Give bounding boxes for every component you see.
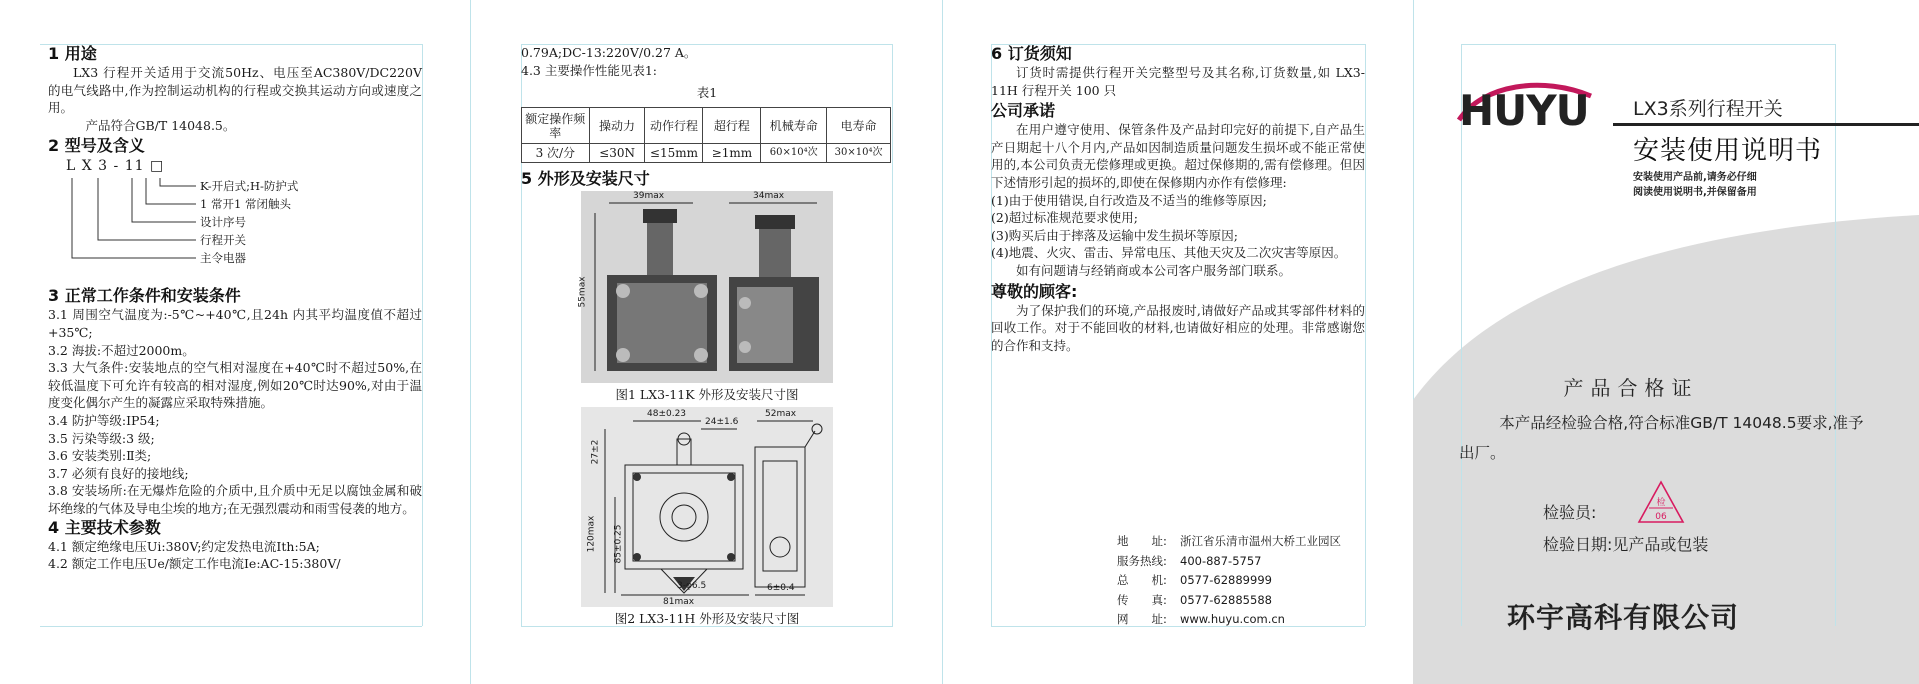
- brand-logo: HUYU: [1459, 86, 1589, 135]
- spec-table: [521, 107, 891, 163]
- product-series: LX3系列行程开关: [1633, 98, 1783, 120]
- paragraph: 产品符合GB/T 14048.5。: [85, 117, 236, 133]
- param-item: 4.2 额定工作电压Ue/额定工作电流Ie:AC-15:380V/: [48, 556, 341, 572]
- dimension-label: 34max: [753, 191, 785, 202]
- section-title: 3 正常工作条件和安装条件: [48, 286, 241, 306]
- section-title: 尊敬的顾客:: [991, 281, 1078, 301]
- read-notice: [1633, 170, 1757, 200]
- drawing-lx3-11h: [581, 407, 833, 607]
- inspector-label: 检验员:: [1543, 503, 1597, 522]
- section-title: 6 订货须知: [991, 44, 1072, 63]
- condition-item: 3.2 海拔:不超过2000m。: [48, 342, 195, 358]
- read-notice-line: 安装使用产品前,请务必仔细: [1633, 172, 1757, 183]
- guide-line: [422, 44, 423, 626]
- paragraph: 如有问题请与经销商或本公司客户服务部门联系。: [1016, 262, 1292, 278]
- figure-caption: 图2 LX3-11H 外形及安装尺寸图: [614, 611, 800, 627]
- stamp-mark: 检: [1656, 498, 1666, 508]
- model-label: 设计序号: [200, 215, 246, 230]
- section-title: 公司承诺: [991, 101, 1056, 121]
- dimension-label: 6±0.4: [767, 583, 795, 594]
- paragraph: 为了保护我们的环境,产品报废时,请做好产品或其零部件材料的回收工作。对于不能回收的材料,也请做好相应的处理。非常感谢您的合作和支持。: [991, 302, 1365, 353]
- read-notice-line: 阅读使用说明书,并保留备用: [1633, 187, 1757, 198]
- condition-item: 3.4 防护等级:IP54;: [48, 412, 160, 428]
- model-label: 行程开关: [200, 233, 246, 248]
- panel-specs: [521, 44, 893, 627]
- paragraph: 4.3 主要操作性能见表1:: [521, 62, 658, 78]
- table-header: 动作行程: [645, 108, 703, 144]
- panel-ordering: [991, 44, 1365, 354]
- contact-key: 服务热线:: [1117, 553, 1167, 568]
- table-cell: ≤15mm: [645, 144, 703, 163]
- company-name: 环宇高科有限公司: [1507, 601, 1740, 634]
- condition-item: 3.3 大气条件:安装地点的空气相对湿度在+40℃时不超过50%,在较低温度下可允许有较高的相对湿度,例如20℃时达90%,对由于温度变化偶尔产生的凝露应采取特殊措施。: [48, 360, 422, 411]
- contact-key: 地 址:: [1117, 534, 1167, 548]
- dimension-label: 120max: [586, 515, 597, 553]
- fold-line: [942, 0, 943, 684]
- paragraph: LX3 行程开关适用于交流50Hz、电压至AC380V/DC220V 的电气线路中,作为控制运动机构的行程或交换其运动方向或速度之用。: [48, 65, 422, 116]
- dimension-label: 39max: [633, 191, 665, 202]
- drawing-lx3-11k-lines: [581, 191, 833, 383]
- drawing-lx3-11h-lines: [581, 407, 833, 607]
- table-cell: ≥1mm: [703, 144, 761, 163]
- guide-line: [40, 626, 422, 627]
- panel-usage: [48, 44, 422, 573]
- dimension-label: 48±0.23: [647, 409, 687, 420]
- contact-value: 400-887-5757: [1180, 553, 1262, 568]
- section-title: 2 型号及含义: [48, 136, 145, 156]
- paragraph: 0.79A;DC-13:220V/0.27 A。: [521, 45, 697, 60]
- model-diagram: [48, 156, 422, 286]
- dimension-label: 24±1.6: [705, 417, 739, 428]
- param-item: 4.1 额定绝缘电压Ui:380V;约定发热电流Ith:5A;: [48, 538, 320, 554]
- dimension-label: 3-φ6.5: [677, 581, 707, 592]
- contact-row: [1117, 532, 1341, 552]
- table-cell: 30×10⁴次: [827, 144, 891, 163]
- dimension-label: 85±0.25: [613, 524, 624, 564]
- contact-key: 总 机:: [1117, 573, 1167, 587]
- promise-item: (3)购买后由于摔落及运输中发生损坏等原因;: [991, 227, 1238, 243]
- dimension-label: 81max: [663, 597, 695, 608]
- table-header: 额定操作频率: [522, 108, 590, 144]
- fold-line: [470, 0, 471, 684]
- panel-cover: [1413, 0, 1919, 684]
- section-title: 1 用途: [48, 44, 97, 63]
- table-header: 电寿命: [827, 108, 891, 144]
- table-header: 超行程: [703, 108, 761, 144]
- inspection-stamp: [1637, 480, 1685, 524]
- contact-value: 0577-62885588: [1180, 592, 1272, 607]
- manual-title: 安装使用说明书: [1633, 136, 1823, 166]
- contact-key: 网 址:: [1117, 612, 1167, 626]
- contact-value: www.huyu.com.cn: [1180, 612, 1285, 626]
- condition-item: 3.8 安装场所:在无爆炸危险的介质中,且介质中无足以腐蚀金属和破坏绝缘的气体及导电尘埃的地方;在无强烈震动和雨雪侵袭的地方。: [48, 483, 422, 516]
- condition-item: 3.1 周围空气温度为:-5℃~+40℃,且24h 内其平均温度值不超过+35℃;: [48, 307, 422, 340]
- section-title: 4 主要技术参数: [48, 517, 161, 537]
- stamp-number: 06: [1655, 512, 1667, 522]
- model-label: K-开启式;H-防护式: [200, 179, 299, 194]
- promise-item: (2)超过标准规范要求使用;: [991, 210, 1138, 226]
- condition-item: 3.5 污染等级:3 级;: [48, 430, 155, 446]
- promise-item: (1)由于使用错误,自行改造及不适当的维修等原因;: [991, 192, 1267, 208]
- paragraph: 在用户遵守使用、保管条件及产品封印完好的前提下,自产品生产日期起十八个月内,产品如因制造质量问题发生损坏或不能正常使用的,本公司负责无偿修理或更换。超过保修期的,需有偿修理。但因下述情形引起的损坏的,即使在保修期内亦作有偿修理:: [991, 122, 1365, 190]
- model-code: L X 3 - 11 □: [66, 158, 165, 175]
- section-title: 5 外形及安装尺寸: [521, 169, 650, 189]
- certificate-text: 本产品经检验合格,符合标准GB/T 14048.5要求,准予出厂。: [1459, 414, 1864, 462]
- model-label: 1 常开1 常闭触头: [200, 197, 291, 212]
- inspection-date: 检验日期:见产品或包装: [1543, 535, 1709, 554]
- table-header: 操动力: [589, 108, 645, 144]
- contact-value: 浙江省乐清市温州大桥工业园区: [1180, 534, 1341, 548]
- dimension-label: 27±2: [590, 439, 601, 465]
- contact-value: 0577-62889999: [1180, 573, 1272, 587]
- table-cell: 60×10⁴次: [761, 144, 827, 163]
- model-label: 主令电器: [200, 251, 246, 266]
- contact-info: [1117, 532, 1341, 630]
- drawing-lx3-11k: [577, 191, 833, 383]
- contact-row: [1117, 591, 1341, 611]
- dimension-label: 52max: [765, 409, 797, 420]
- dimension-label: 55max: [577, 276, 588, 308]
- condition-item: 3.6 安装类别:Ⅱ类;: [48, 448, 152, 464]
- table-cell: 3 次/分: [522, 144, 590, 163]
- contact-row: [1117, 610, 1341, 630]
- contact-key: 传 真:: [1117, 592, 1167, 607]
- promise-item: (4)地震、火灾、雷击、异常电压、其他天灾及二次灾害等原因。: [991, 245, 1347, 261]
- certificate-title: 产品合格证: [1563, 376, 1699, 400]
- condition-item: 3.7 必须有良好的接地线;: [48, 465, 189, 481]
- contact-row: [1117, 571, 1341, 591]
- table-title: 表1: [696, 85, 718, 101]
- contact-row: [1117, 552, 1341, 572]
- guide-line: [1365, 44, 1366, 626]
- table-header: 机械寿命: [761, 108, 827, 144]
- figure-caption: 图1 LX3-11K 外形及安装尺寸图: [615, 387, 799, 403]
- paragraph: 订货时需提供行程开关完整型号及其名称,订货数量,如 LX3-11H 行程开关 100 只: [991, 65, 1365, 98]
- table-cell: ≤30N: [589, 144, 645, 163]
